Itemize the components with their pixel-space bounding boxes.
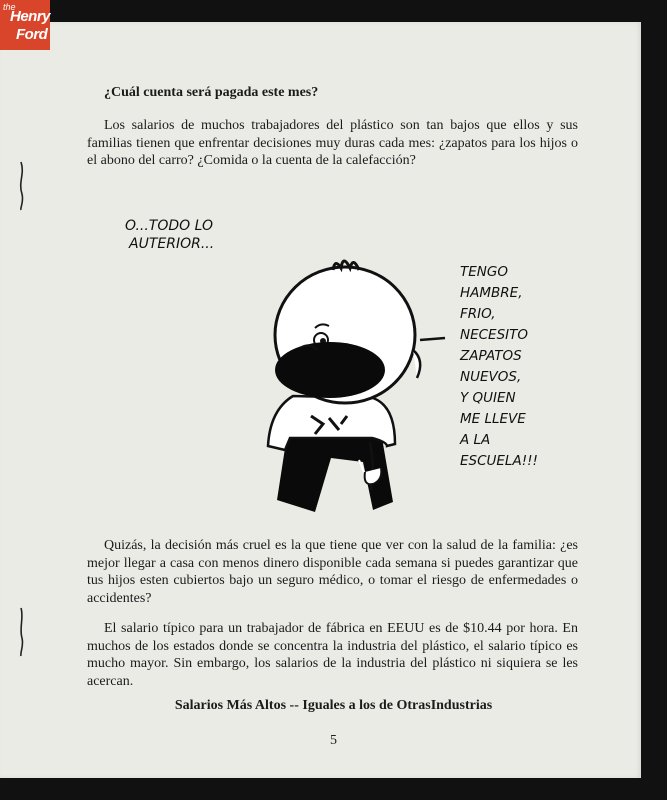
- paragraph-1: Los salarios de muchos trabajadores del plástico son tan bajos que ellos y sus familias tienen que enfrentar decisiones muy duras cada mes: ¿zapatos para los hijos o el abono del carro? ¿Comida o la cuenta de la calefacción?: [87, 118, 578, 168]
- speech-line-9: A LA: [460, 432, 491, 448]
- binding-mark-top: [14, 160, 28, 212]
- speech-line-5: ZAPATOS: [460, 348, 522, 364]
- section-heading: ¿Cuál cuenta será pagada este mes?: [104, 85, 319, 100]
- speech-line-3: FRIO,: [460, 306, 496, 322]
- speech-line-8: ME LLEVE: [460, 411, 526, 427]
- caption-line-2: AUTERIOR...: [129, 236, 215, 252]
- crying-child-figure: [268, 261, 420, 512]
- henry-ford-logo: [0, 0, 50, 50]
- speech-line-4: NECESITO: [460, 327, 529, 343]
- speech-line-7: Y QUIEN: [460, 390, 516, 406]
- paragraph-3: El salario típico para un trabajador de fábrica en EEUU es de $10.44 por hora. En muchos de los estados donde se concentra la industria del plástico, el salario típico es mucho mayor. Sin embargo, los salarios de la industria del plástico ni siquiera se les acercan.: [87, 621, 578, 689]
- logo-text-the: the: [3, 2, 16, 12]
- logo-text-ford: Ford: [16, 26, 48, 43]
- paragraph-2: Quizás, la decisión más cruel es la que tiene que ver con la salud de la familia: ¿es mejor llegar a casa con menos dinero disponible cada semana si puedes garantizar que tus hijos esten cubiertos bajo un seguro médico, o tomar el riesgo de enfermedades o accidentes?: [87, 538, 578, 606]
- speech-line-6: NUEVOS,: [460, 369, 522, 385]
- speech-line-1: TENGO: [460, 264, 508, 280]
- caption-left-text: [125, 218, 214, 252]
- cartoon-illustration: [125, 210, 565, 525]
- speech-line-2: HAMBRE,: [460, 285, 523, 301]
- logo-text-henry: Henry: [10, 8, 51, 25]
- page-number: 5: [330, 733, 337, 748]
- speech-text: [459, 264, 538, 469]
- caption-line-1: O...TODO LO: [125, 218, 214, 234]
- binding-mark-bottom: [14, 606, 28, 658]
- section-subheading: Salarios Más Altos -- Iguales a los de OtrasIndustrias: [174, 698, 493, 713]
- speech-line-10: ESCUELA!!!: [460, 453, 538, 469]
- speech-connector: [420, 338, 445, 340]
